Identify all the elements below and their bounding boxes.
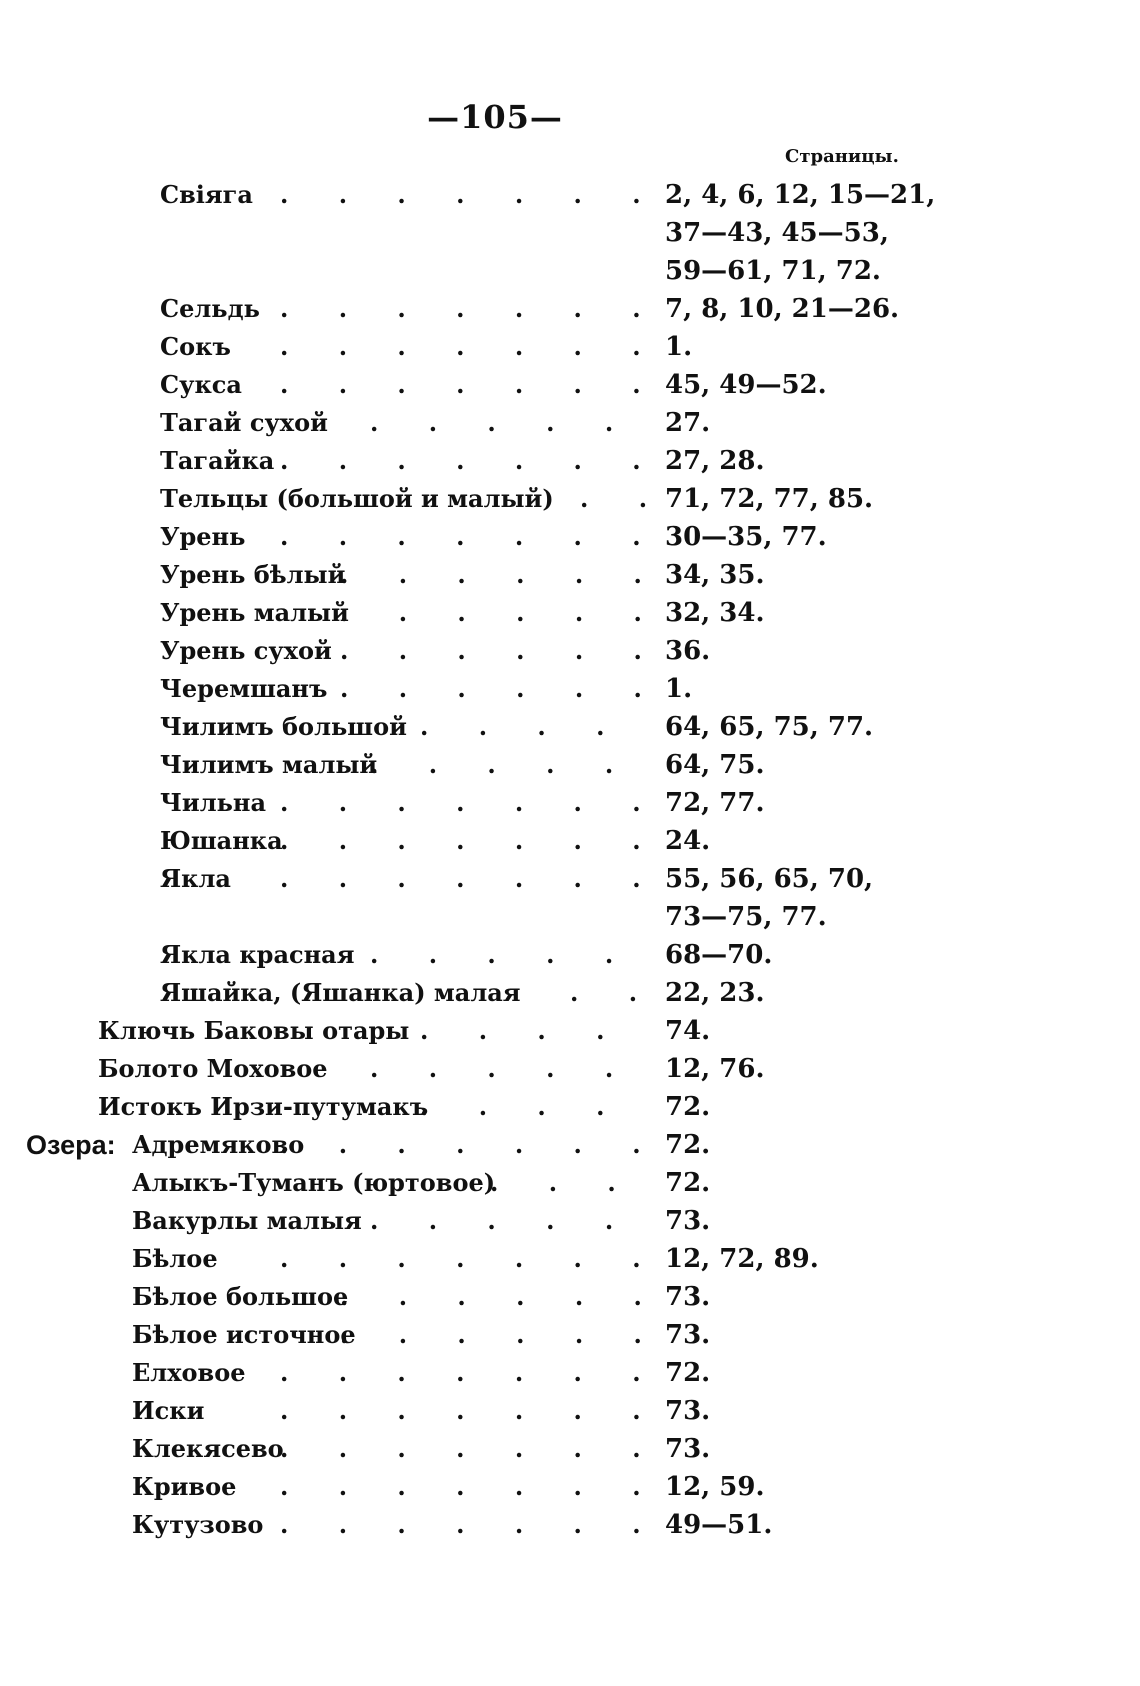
entry-pages: 30—35, 77. bbox=[665, 522, 827, 552]
leader-dots: . . . . . bbox=[370, 1206, 614, 1235]
entry-name: Иски bbox=[132, 1396, 205, 1425]
entry-pages: 64, 65, 75, 77. bbox=[665, 712, 874, 742]
index-entry bbox=[0, 556, 1140, 594]
entry-pages: 73. bbox=[665, 1434, 711, 1464]
leader-dots: . . . . . . bbox=[340, 674, 642, 703]
entry-pages: 72. bbox=[665, 1358, 711, 1388]
leader-dots: . . . . . . . bbox=[280, 1510, 641, 1539]
entry-pages: 49—51. bbox=[665, 1510, 773, 1540]
entry-pages: 45, 49—52. bbox=[665, 370, 827, 400]
entry-pages: 72, 77. bbox=[665, 788, 765, 818]
leader-dots: . . . . . bbox=[370, 750, 614, 779]
index-entry bbox=[0, 290, 1140, 328]
entry-pages-continued: 73—75, 77. bbox=[665, 902, 827, 932]
entry-pages: 71, 72, 77, 85. bbox=[665, 484, 874, 514]
entry-pages: 72. bbox=[665, 1168, 711, 1198]
entry-name: Адремяково bbox=[132, 1130, 305, 1159]
entry-name: Тельцы (большой и малый) bbox=[160, 484, 554, 513]
leader-dots: . . . . bbox=[420, 1016, 605, 1045]
entry-pages: 12, 72, 89. bbox=[665, 1244, 819, 1274]
index-entry bbox=[0, 1468, 1140, 1506]
entry-name: Ключь Баковы отары bbox=[98, 1016, 410, 1045]
index-entry bbox=[0, 1316, 1140, 1354]
entry-name: Сельдь bbox=[160, 294, 260, 323]
page-number: —105— bbox=[427, 98, 563, 136]
index-list bbox=[0, 176, 1140, 1544]
entry-name: Истокъ Ирзи-путумакъ bbox=[98, 1092, 429, 1121]
entry-name: Кривое bbox=[132, 1472, 237, 1501]
entry-pages: 73. bbox=[665, 1206, 711, 1236]
leader-dots: . . . . bbox=[420, 1092, 605, 1121]
entry-pages: 34, 35. bbox=[665, 560, 765, 590]
entry-name: Черемшанъ bbox=[160, 674, 328, 703]
entry-pages: 32, 34. bbox=[665, 598, 765, 628]
entry-name: Сокъ bbox=[160, 332, 231, 361]
entry-pages: 24. bbox=[665, 826, 711, 856]
leader-dots: . . . . . . bbox=[340, 636, 642, 665]
section-label-lakes: Озера: bbox=[26, 1130, 116, 1160]
entry-name: Урень бѣлый bbox=[160, 560, 346, 589]
index-entry bbox=[0, 1088, 1140, 1126]
leader-dots: . . . . . . . bbox=[280, 1358, 641, 1387]
leader-dots: . . . . . . . bbox=[280, 826, 641, 855]
entry-pages: 27, 28. bbox=[665, 446, 765, 476]
index-entry bbox=[0, 708, 1140, 746]
entry-pages: 64, 75. bbox=[665, 750, 765, 780]
entry-pages: 73. bbox=[665, 1282, 711, 1312]
leader-dots: . . bbox=[580, 484, 648, 513]
entry-pages: 7, 8, 10, 21—26. bbox=[665, 294, 900, 324]
index-entry bbox=[0, 1240, 1140, 1278]
entry-pages: 12, 59. bbox=[665, 1472, 765, 1502]
pages-column-header: Страницы. bbox=[785, 146, 899, 167]
leader-dots: . . . . . bbox=[370, 940, 614, 969]
entry-name: Бѣлое источное bbox=[132, 1320, 356, 1349]
entry-pages: 1. bbox=[665, 332, 693, 362]
entry-pages: 74. bbox=[665, 1016, 711, 1046]
entry-name: Чильна bbox=[160, 788, 267, 817]
entry-name: Алыкъ-Туманъ (юртовое) bbox=[132, 1168, 496, 1197]
index-entry bbox=[0, 822, 1140, 860]
index-entry bbox=[0, 936, 1140, 974]
entry-name: Елховое bbox=[132, 1358, 246, 1387]
leader-dots: . . . . . . bbox=[340, 1320, 642, 1349]
entry-name: Якла bbox=[160, 864, 231, 893]
index-entry bbox=[0, 480, 1140, 518]
leader-dots: . . . . . bbox=[370, 408, 614, 437]
index-entry bbox=[0, 518, 1140, 556]
leader-dots: . . . . . . . bbox=[280, 1244, 641, 1273]
entry-pages: 73. bbox=[665, 1320, 711, 1350]
entry-name: Сукса bbox=[160, 370, 242, 399]
entry-pages: 72. bbox=[665, 1130, 711, 1160]
leader-dots: . . . . . . bbox=[340, 598, 642, 627]
index-entry bbox=[0, 974, 1140, 1012]
leader-dots: . . . . . . bbox=[340, 1282, 642, 1311]
entry-name: Болото Моховое bbox=[98, 1054, 328, 1083]
leader-dots: . . . . . . . bbox=[280, 1434, 641, 1463]
index-entry bbox=[0, 1506, 1140, 1544]
leader-dots: . . . . . bbox=[370, 1054, 614, 1083]
leader-dots: . . . . . . . bbox=[280, 864, 641, 893]
entry-name: Урень bbox=[160, 522, 246, 551]
entry-name: Чилимъ большой bbox=[160, 712, 407, 741]
index-entry bbox=[0, 1430, 1140, 1468]
entry-name: Юшанка bbox=[160, 826, 283, 855]
leader-dots: . . bbox=[570, 978, 638, 1007]
entry-name: Якла красная bbox=[160, 940, 355, 969]
entry-pages: 73. bbox=[665, 1396, 711, 1426]
index-entry bbox=[0, 746, 1140, 784]
index-entry bbox=[0, 1164, 1140, 1202]
index-entry bbox=[0, 176, 1140, 214]
index-entry bbox=[0, 1278, 1140, 1316]
index-entry bbox=[0, 1126, 1140, 1164]
entry-name: Кутузово bbox=[132, 1510, 264, 1539]
index-entry bbox=[0, 1354, 1140, 1392]
index-entry bbox=[0, 404, 1140, 442]
leader-dots: . . . . . . . bbox=[280, 332, 641, 361]
leader-dots: . . . . bbox=[420, 712, 605, 741]
index-entry bbox=[0, 632, 1140, 670]
leader-dots: . . . . . . . bbox=[280, 1396, 641, 1425]
index-entry bbox=[0, 1050, 1140, 1088]
entry-name: Вакурлы малыя bbox=[132, 1206, 362, 1235]
index-entry bbox=[0, 1012, 1140, 1050]
index-entry bbox=[0, 1202, 1140, 1240]
entry-name: Тагайка bbox=[160, 446, 275, 475]
leader-dots: . . . bbox=[490, 1168, 616, 1197]
entry-name: Бѣлое bbox=[132, 1244, 218, 1273]
index-entry bbox=[0, 1392, 1140, 1430]
leader-dots: . . . . . . . bbox=[280, 370, 641, 399]
index-entry bbox=[0, 670, 1140, 708]
entry-pages: 68—70. bbox=[665, 940, 773, 970]
index-entry bbox=[0, 594, 1140, 632]
entry-pages: 1. bbox=[665, 674, 693, 704]
leader-dots: . . . . . . . bbox=[280, 788, 641, 817]
leader-dots: . . . . . . . bbox=[280, 294, 641, 323]
leader-dots: . . . . . . . bbox=[280, 1130, 641, 1159]
index-entry bbox=[0, 328, 1140, 366]
entry-pages: 72. bbox=[665, 1092, 711, 1122]
leader-dots: . . . . . . . bbox=[280, 180, 641, 209]
entry-name: Тагай сухой bbox=[160, 408, 328, 437]
leader-dots: . . . . . . bbox=[340, 560, 642, 589]
entry-name: Яшайка, (Яшанка) малая bbox=[160, 978, 521, 1007]
entry-pages: 12, 76. bbox=[665, 1054, 765, 1084]
index-entry bbox=[0, 442, 1140, 480]
entry-name: Свіяга bbox=[160, 180, 253, 209]
entry-pages: 55, 56, 65, 70, bbox=[665, 864, 874, 894]
entry-pages: 27. bbox=[665, 408, 711, 438]
entry-name: Чилимъ малый bbox=[160, 750, 378, 779]
entry-pages: 36. bbox=[665, 636, 711, 666]
leader-dots: . . . . . . . bbox=[280, 1472, 641, 1501]
leader-dots: . . . . . . . bbox=[280, 522, 641, 551]
index-entry bbox=[0, 366, 1140, 404]
leader-dots: . . . . . . . bbox=[280, 446, 641, 475]
index-entry bbox=[0, 784, 1140, 822]
entry-pages-continued: 37—43, 45—53, bbox=[665, 218, 889, 248]
entry-name: Клекясево bbox=[132, 1434, 284, 1463]
entry-name: Урень малый bbox=[160, 598, 349, 627]
entry-pages: 22, 23. bbox=[665, 978, 765, 1008]
entry-pages: 2, 4, 6, 12, 15—21, bbox=[665, 180, 936, 210]
entry-pages-continued: 59—61, 71, 72. bbox=[665, 256, 881, 286]
entry-name: Бѣлое большое bbox=[132, 1282, 349, 1311]
index-entry bbox=[0, 860, 1140, 898]
entry-name: Урень сухой bbox=[160, 636, 332, 665]
